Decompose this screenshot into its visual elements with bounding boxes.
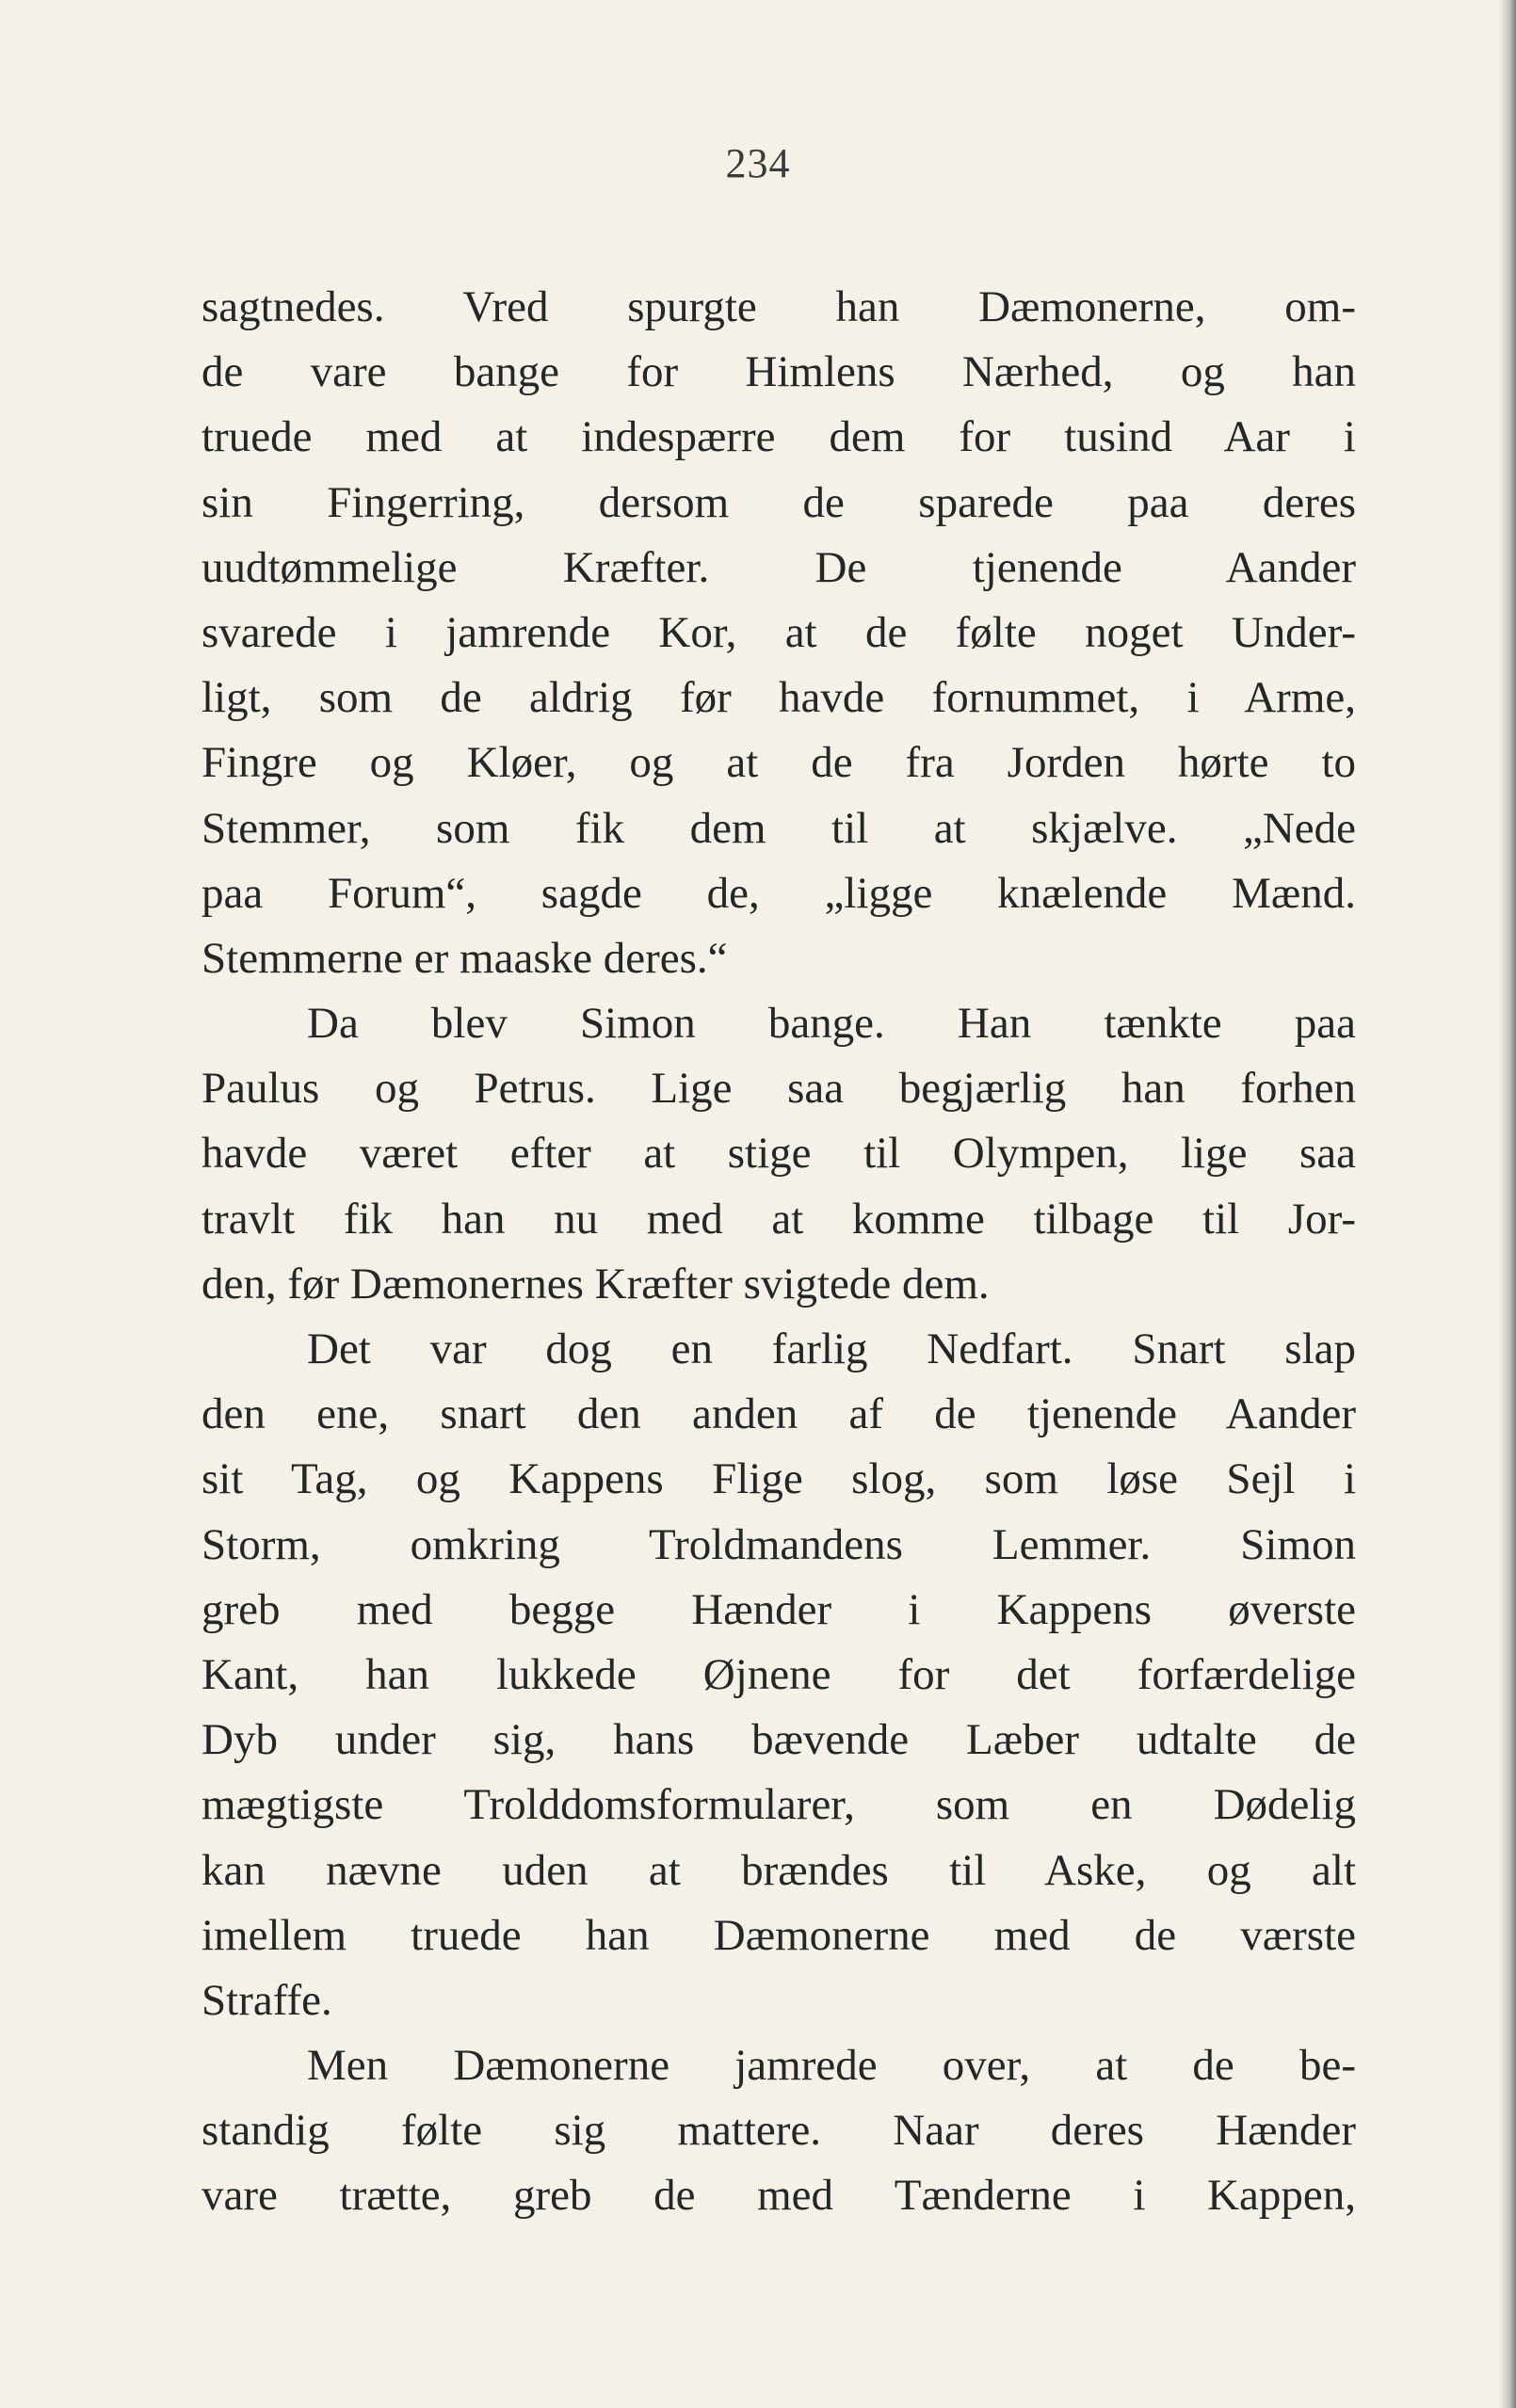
text-line: de vare bange for Himlens Nærhed, og han [202,347,1356,397]
text-line: greb med begge Hænder i Kappens øverste [202,1584,1356,1634]
text-line: sit Tag, og Kappens Flige slog, som løse Sejl i [202,1454,1356,1504]
text-line: Storm, omkring Troldmandens Lemmer. Simon [202,1519,1356,1569]
text-line: Kant, han lukkede Øjnene for det forfærdelige [202,1649,1356,1699]
text-line: truede med at indespærre dem for tusind Aar i [202,412,1356,462]
text-line: svarede i jamrende Kor, at de følte noget Under- [202,607,1356,657]
page-edge-shadow [1499,0,1516,2408]
body-text [202,275,1356,2229]
page-number: 234 [725,140,791,186]
text-line: Paulus og Petrus. Lige saa begjærlig han forhen [202,1064,1356,1114]
text-line: standig følte sig mattere. Naar deres Hænder [202,2106,1356,2156]
text-line: havde været efter at stige til Olympen, lige saa [202,1129,1356,1179]
text-line: sin Fingerring, dersom de sparede paa deres [202,477,1356,527]
text-line: Straffe. [202,1975,332,2025]
text-line: Men Dæmonerne jamrede over, at de be- [307,2041,1356,2091]
text-line: paa Forum“, sagde de, „ligge knælende Mænd. [202,868,1356,918]
text-line: uudtømmelige Kræfter. De tjenende Aander [202,542,1356,592]
text-line: Det var dog en farlig Nedfart. Snart slap [307,1324,1356,1373]
text-line: Da blev Simon bange. Han tænkte paa [307,999,1356,1049]
text-line: mægtigste Trolddomsformularer, som en Dødelig [202,1780,1356,1830]
text-line: Fingre og Kløer, og at de fra Jorden hørte to [202,738,1356,788]
text-line: travlt fik han nu med at komme tilbage til Jor- [202,1194,1356,1244]
text-line: ligt, som de aldrig før havde fornummet, i Arme, [202,673,1356,723]
text-line: Stemmerne er maaske deres.“ [202,933,728,983]
text-line: den, før Dæmonernes Kræfter svigtede dem. [202,1259,990,1308]
text-line: imellem truede han Dæmonerne med de værste [202,1910,1356,1960]
text-line: vare trætte, greb de med Tænderne i Kappen, [202,2171,1356,2221]
text-line: Stemmer, som fik dem til at skjælve. „Nede [202,803,1356,853]
text-line: den ene, snart den anden af de tjenende Aander [202,1389,1356,1439]
text-line: kan nævne uden at brændes til Aske, og alt [202,1845,1356,1895]
text-line: sagtnedes. Vred spurgte han Dæmonerne, om- [202,282,1356,331]
text-line: Dyb under sig, hans bævende Læber udtalte de [202,1715,1356,1765]
